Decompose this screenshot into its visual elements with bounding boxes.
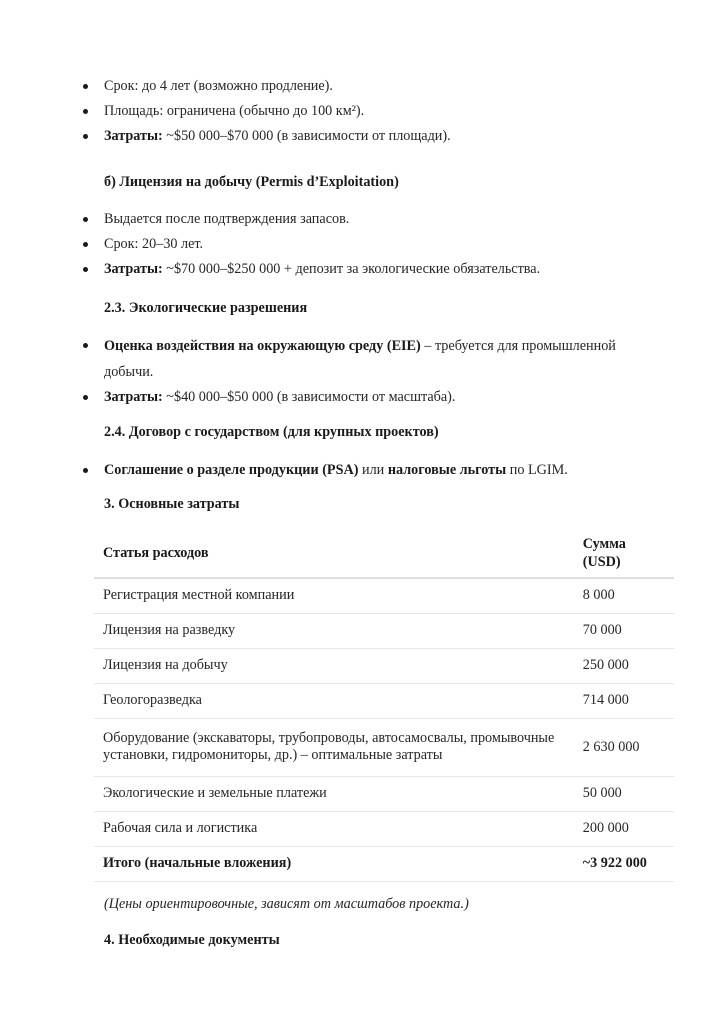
list-item: Срок: до 4 лет (возможно продление). [82, 74, 642, 99]
list-item: Оценка воздействия на окружающую среду (EIE) – требуется для промышленной добычи. [82, 333, 642, 385]
cell-amount: 714 000 [582, 692, 629, 708]
cell-amount: 8 000 [582, 587, 615, 604]
cell-amount: 250 000 [582, 657, 629, 673]
column-header-amount: Сумма (USD) [582, 535, 626, 570]
list-item: Затраты: ~$50 000–$70 000 (в зависимости от площади). [82, 124, 642, 149]
section-3-heading: 3. Основные затраты [104, 496, 240, 512]
section-2-3-heading: 2.3. Экологические разрешения [104, 300, 308, 316]
cell-item: Регистрация местной компании [103, 587, 295, 604]
list-item: Соглашение о разделе продукции (PSA) или налоговые льготы по LGIM. [82, 458, 642, 483]
table-row [94, 613, 674, 648]
cell-amount: 70 000 [582, 622, 622, 638]
exploration-license-list [82, 74, 642, 149]
cell-amount: 200 000 [582, 820, 629, 836]
table-row [94, 718, 674, 776]
table-row [94, 683, 674, 718]
total-label: Итого (начальные вложения) [103, 855, 292, 871]
cell-amount: 2 630 000 [582, 738, 640, 755]
cell-item: Рабочая сила и логистика [103, 820, 258, 836]
cell-item: Геологоразведка [103, 692, 202, 708]
table-row [94, 811, 674, 846]
cell-amount: 50 000 [582, 785, 622, 801]
table-row [94, 776, 674, 811]
state-agreement-list [82, 458, 642, 483]
table-row [94, 648, 674, 683]
cell-item: Оборудование (экскаваторы, трубопроводы, автосамосвалы, промывочные установки, гидромониторы, др.) – оптимальные затраты [103, 730, 555, 763]
price-note: (Цены ориентировочные, зависят от масштабов проекта.) [104, 896, 469, 912]
ecology-permits-list [82, 333, 642, 410]
cell-item: Лицензия на добычу [103, 657, 228, 673]
list-item: Затраты: ~$70 000–$250 000 + депозит за экологические обязательства. [82, 257, 642, 282]
section-b-heading: б) Лицензия на добычу (Permis d’Exploitation) [104, 174, 399, 190]
list-item: Площадь: ограничена (обычно до 100 км²). [82, 99, 642, 124]
table-row [94, 578, 674, 613]
cost-table [94, 528, 674, 882]
list-item: Выдается после подтверждения запасов. [82, 207, 642, 232]
section-2-4-heading: 2.4. Договор с государством (для крупных проектов) [104, 424, 439, 440]
table-total-row [94, 846, 674, 881]
table-header-row [94, 528, 674, 578]
list-item: Затраты: ~$40 000–$50 000 (в зависимости от масштаба). [82, 385, 642, 410]
cell-item: Экологические и земельные платежи [103, 785, 327, 801]
cell-item: Лицензия на разведку [103, 622, 236, 638]
column-header-item: Статья расходов [103, 544, 209, 561]
section-4-heading: 4. Необходимые документы [104, 932, 280, 948]
list-item: Срок: 20–30 лет. [82, 232, 642, 257]
total-amount: ~3 922 000 [582, 855, 647, 871]
extraction-license-list [82, 207, 642, 282]
